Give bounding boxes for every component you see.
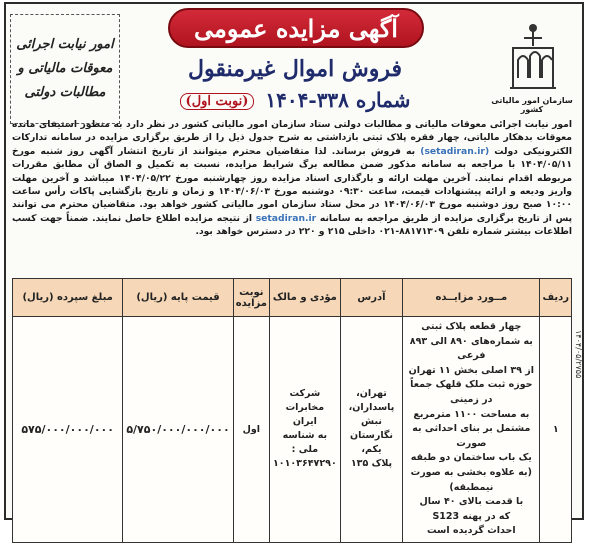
body-part: به فروش برساند. لذا متقاضیان محترم میتوانند از تاریخ انتشار آگهی روز شنبه مورخ ۱۴۰۴/۰۵/۱۱ با مراجعه به سامانه مذکور ضمن مطالعه برگ شرایط مزایده، نسبت به تکمیل و الصاق آن مطابق مقررات مربوطه اقدام نمایند. آخرین مهلت ارائه و بارگذاری اسناد مزایده روز چهارشنبه مورخ ۱۴۰۴/۰۵/۲۲ میباشد و آخرین مهلت واریز ودیعه و ارائه پیشنهادات قیمت، ساعت ۰۹:۳۰ دوشنبه مورخ ۱۴۰۴/۰۶/۰۳ و زمان و تاریخ بازگشایی پاکات رأس ساعت ۱۰:۰۰ صبح روز دوشنبه مورخ ۱۴۰۴/۰۶/۰۳ در محل ستاد سازمان امور مالیاتی کشور خواهد بود. متقاضیان محترم می توانند پس از تاریخ برگزاری مزایده از طریق مراجعه به سامانه — [12, 145, 573, 224]
item-deposit: ۵۷۵/۰۰۰/۰۰۰/۰۰۰ — [13, 317, 123, 543]
website-link[interactable]: setadiran.ir — [255, 212, 317, 224]
address-line: پلاک ۱۳۵ — [350, 458, 393, 470]
announcement-number — [150, 88, 440, 112]
item-base-price: ۵/۷۵۰/۰۰۰/۰۰۰/۰۰۰ — [123, 317, 233, 543]
page-title: آگهی مزایده عمومی — [194, 13, 398, 43]
item-owner — [269, 317, 340, 543]
auction-table — [12, 278, 572, 543]
description-line: به مساحت ۱۱۰۰ مترمربع — [413, 408, 530, 420]
owner-line: به شناسه ملی : — [282, 430, 328, 456]
announcement-body — [12, 118, 572, 270]
department-box — [10, 14, 120, 124]
address-line: نگارستان یکم، — [349, 430, 393, 456]
header-address: آدرس — [340, 279, 402, 317]
website-link[interactable]: (setadiran.ir) — [420, 145, 490, 157]
header-index: ردیف — [540, 279, 572, 317]
description-line: (به علاوه بخشی به صورت نیمطبقه) — [410, 466, 532, 493]
description-line: حوزه ثبت ملک قلهک جمعاً — [410, 379, 533, 391]
department-line: امور نیابت اجرائی — [16, 37, 114, 52]
description-line: یک باب ساختمان دو طبقه — [410, 452, 532, 464]
address-line: پاسداران، — [348, 402, 395, 414]
description-line: که در پهنه S123 — [432, 510, 511, 522]
description-line: احداث گردیده است — [427, 525, 516, 537]
header-base-price: قیمت پایه (ریال) — [123, 279, 233, 317]
address-line: نبش — [361, 416, 382, 428]
round-badge: (نوبت اول) — [180, 93, 255, 110]
body-part: امور نیابت اجرائی معوقات مالیاتی و مطالبات دولتی ستاد سازمان امور مالیاتی کشور در نظر دارد به منظور استیفای مانده معوقات بدهکار مالیاتی، چهار فقره پلاک ثبتی بازداشتی به شرح جدول ذیل را از طریق برگزاری مزایده در سامانه تدارکات الکترونیکی دولت — [12, 119, 572, 157]
description-line: مشتمل بر بنای احداثی به صورت — [412, 423, 531, 449]
description-line: با قدمت بالای ۴۰ سال — [419, 496, 524, 508]
side-code: ۱۴۰۴/۰۵/۲۷۵۵ — [574, 330, 583, 379]
row-index: ۱ — [540, 317, 572, 543]
owner-line: مخابرات ایران — [285, 402, 325, 428]
number-text: شماره ۳۳۸-۱۴۰۴ — [265, 88, 411, 112]
item-address — [340, 317, 402, 543]
title-banner — [168, 8, 424, 48]
description-line: در زمینی — [450, 393, 493, 405]
header-owner: مؤدی و مالک — [269, 279, 340, 317]
department-line: مطالبات دولتی — [24, 85, 106, 100]
table-row — [13, 317, 572, 543]
item-description — [403, 317, 540, 543]
header-round: نوبت مزایده — [233, 279, 269, 317]
description-line: از ۳۹ اصلی بخش ۱۱ تهران — [408, 364, 535, 376]
body-part: از نتیجه مزایده اطلاع حاصل نمایند. ضمناً جهت کسب اطلاعات بیشتر شماره تلفن ۸۸۱۷۱۳۰۹-۰۲۱ داخلی ۲۱۵ و ۲۲۰ در دسترس خواهد بود. — [12, 212, 572, 238]
address-line: تهران، — [356, 388, 387, 400]
owner-line: شرکت — [289, 388, 321, 400]
subtitle: فروش اموال غیرمنقول — [188, 56, 402, 82]
header-deposit: مبلغ سپرده (ریال) — [13, 279, 123, 317]
description-line: چهار قطعه پلاک ثبتی — [421, 321, 522, 332]
logo-caption: سازمان امور مالیاتی کشور — [491, 96, 573, 114]
header-item: مــورد مزایــده — [403, 279, 540, 317]
item-round: اول — [233, 317, 269, 543]
department-line: معوقات مالیاتی و — [17, 61, 113, 76]
description-line: به شماره‌های ۸۹۰ الی ۸۹۳ فرعی — [409, 335, 533, 362]
table-header-row — [13, 279, 572, 317]
owner-line: ۱۰۱۰۳۶۴۷۲۹۰ — [272, 458, 337, 470]
